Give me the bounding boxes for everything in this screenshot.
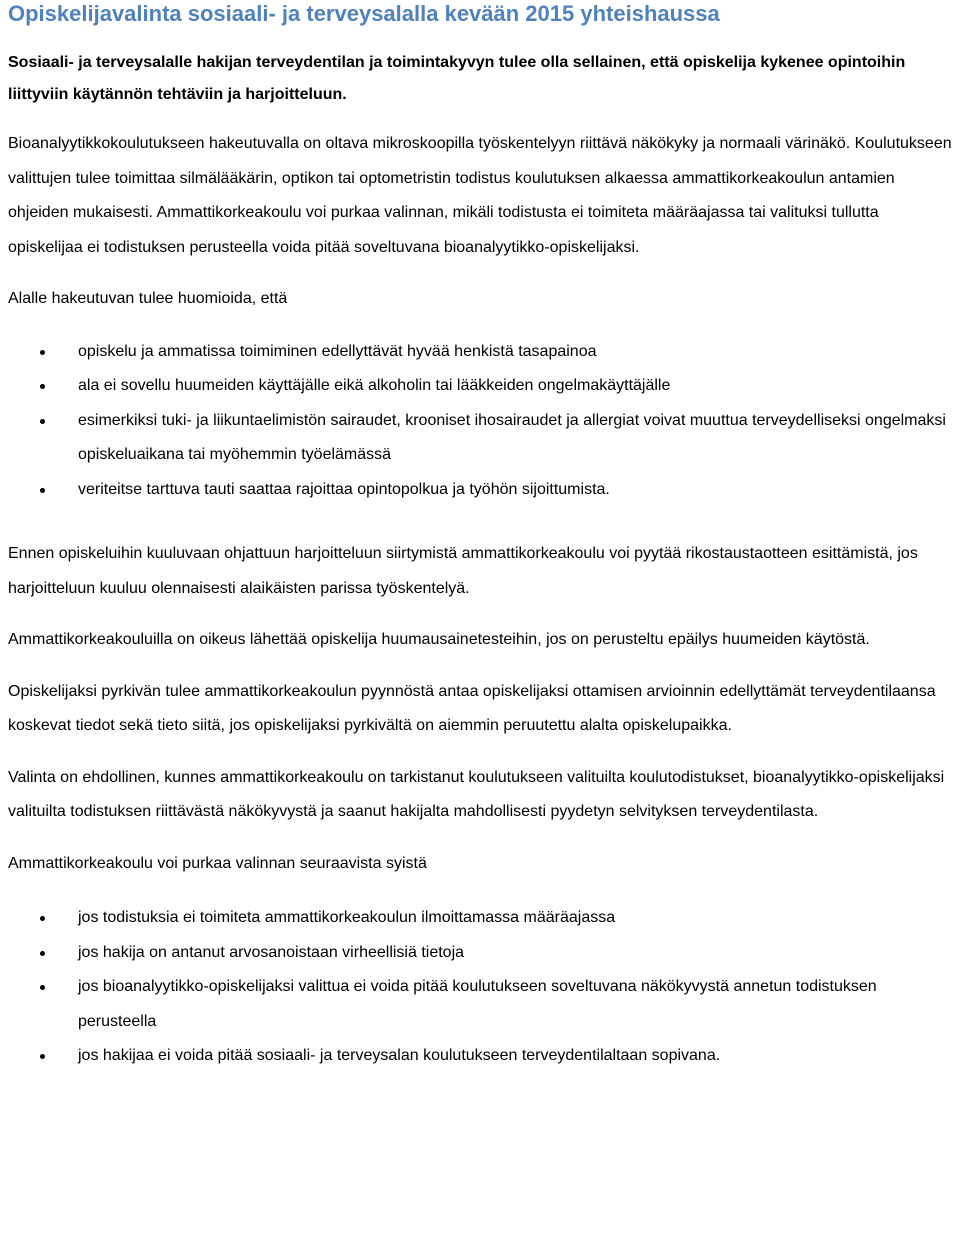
cancellation-reasons-heading: Ammattikorkeakoulu voi purkaa valinnan seuraavista syistä	[8, 854, 427, 872]
list-item	[8, 335, 954, 370]
bullet-icon	[40, 384, 45, 389]
drug-test-paragraph: Ammattikorkeakouluilla on oikeus lähettää opiskelija huumausainetesteihin, jos on perusteltu epäilys huumeiden käytöstä.	[8, 631, 870, 648]
list-item	[8, 473, 954, 508]
list-item	[8, 970, 954, 1039]
list-item	[8, 936, 954, 971]
list-item	[8, 901, 954, 936]
list-item	[8, 404, 954, 473]
bullet-icon	[40, 951, 45, 956]
list-item-text: opiskelu ja ammatissa toimiminen edellyttävät hyvää henkistä tasapainoa	[78, 342, 597, 360]
conditional-admission-paragraph: Valinta on ehdollinen, kunnes ammattikorkeakoulu on tarkistanut koulutukseen valituilta koulutodistukset, bioanalyytikko-opiskelijaksi valituilta todistuksen riittävästä näkökyvystä ja saanut hakijalta mahdollisesti pyydetyn selvityksen terveydentilasta.	[8, 768, 945, 820]
list-item-text: jos todistuksia ei toimiteta ammattikorkeakoulun ilmoittamassa määräajassa	[78, 909, 616, 926]
list-item-text: ala ei sovellu huumeiden käyttäjälle eikä alkoholin tai lääkkeiden ongelmakäyttäjälle	[78, 377, 671, 394]
list-item-text: esimerkiksi tuki- ja liikuntaelimistön sairaudet, krooniset ihosairaudet ja allergiat voivat muuttua terveydelliseksi ongelmaksi opiskeluaikana tai myöhemmin työelämässä	[78, 411, 946, 463]
bullet-icon	[40, 350, 45, 355]
document-title: Opiskelijavalinta sosiaali- ja terveysalalla kevään 2015 yhteishaussa	[8, 1, 720, 26]
bioanalyst-vision-paragraph: Bioanalyytikkokoulutukseen hakeutuvalla on oltava mikroskoopilla työskentelyyn riittävä näkökyky ja normaali värinäkö. Koulutukseen valittujen tulee toimittaa silmälääkärin, optikon tai optometristin todistus koulutuksen alkaessa ammattikorkeakoulun antamien ohjeiden mukaisesti. Ammattikorkeakoulu voi purkaa valinnan, mikäli todistusta ei toimiteta määräajassa tai valituksi tullutta opiskelijaa ei todistuksen perusteella voida pitää soveltuvana bioanalyytikko-opiskelijaksi.	[8, 135, 952, 256]
list-item-text: jos hakija on antanut arvosanoistaan virheellisiä tietoja	[78, 943, 465, 961]
applicant-notice-paragraph: Alalle hakeutuvan tulee huomioida, että	[8, 290, 288, 307]
list-item	[8, 369, 954, 404]
bullet-icon	[40, 488, 45, 493]
list-item-text: jos hakijaa ei voida pitää sosiaali- ja terveysalan koulutukseen terveydentilaltaan sopivana.	[78, 1047, 721, 1064]
intro-paragraph: Sosiaali- ja terveysalalle hakijan terveydentilan ja toimintakyvyn tulee olla sellainen, että opiskelija kykenee opintoihin liittyviin käytännön tehtäviin ja harjoitteluun.	[8, 54, 906, 103]
considerations-list	[8, 335, 954, 508]
bullet-icon	[40, 1054, 45, 1059]
bullet-icon	[40, 916, 45, 921]
bullet-icon	[40, 419, 45, 424]
health-information-paragraph: Opiskelijaksi pyrkivän tulee ammattikorkeakoulun pyynnöstä antaa opiskelijaksi ottamisen arvioinnin edellyttämät terveydentilaansa koskevat tiedot sekä tieto siitä, jos opiskelijaksi pyrkivältä on aiemmin peruutettu alalta opiskelupaikka.	[8, 682, 936, 734]
list-item-text: veriteitse tarttuva tauti saattaa rajoittaa opintopolkua ja työhön sijoittumista.	[78, 480, 610, 498]
bullet-icon	[40, 985, 45, 990]
list-item	[8, 1039, 954, 1074]
cancellation-reasons-list	[8, 901, 954, 1074]
list-item-text: jos bioanalyytikko-opiskelijaksi valittua ei voida pitää koulutukseen soveltuvana näkökyvystä annetun todistuksen perusteella	[78, 978, 877, 1030]
criminal-record-paragraph: Ennen opiskeluihin kuuluvaan ohjattuun harjoitteluun siirtymistä ammattikorkeakoulu voi pyytää rikostaustaotteen esittämistä, jos harjoitteluun kuuluu olennaisesti alaikäisten parissa työskentelyä.	[8, 545, 918, 597]
